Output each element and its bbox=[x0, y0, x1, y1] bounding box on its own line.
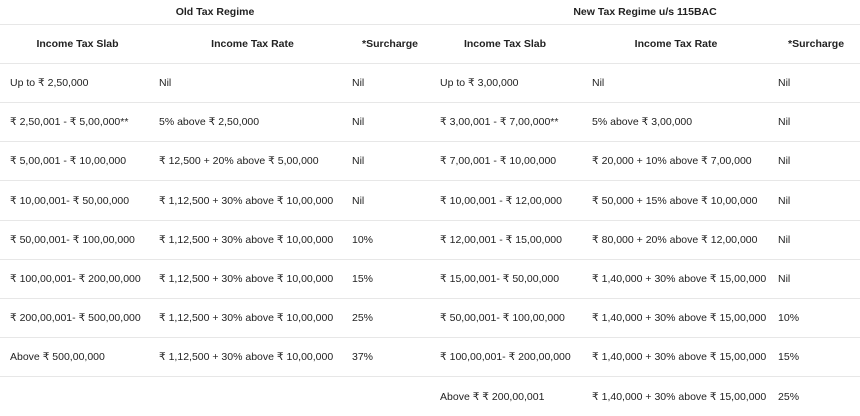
new-rate-cell: ₹ 1,40,000 + 30% above ₹ 15,00,000 bbox=[580, 377, 772, 416]
table-row bbox=[0, 377, 860, 416]
new-slab-cell: ₹ 3,00,001 - ₹ 7,00,000** bbox=[430, 103, 580, 142]
new-surcharge-cell: Nil bbox=[772, 142, 860, 181]
new-slab-cell: ₹ 7,00,001 - ₹ 10,00,000 bbox=[430, 142, 580, 181]
new-surcharge-header: *Surcharge bbox=[772, 25, 860, 64]
new-rate-cell: ₹ 20,000 + 10% above ₹ 7,00,000 bbox=[580, 142, 772, 181]
old-rate-cell: Nil bbox=[155, 64, 350, 103]
new-rate-cell: ₹ 80,000 + 20% above ₹ 12,00,000 bbox=[580, 220, 772, 259]
new-slab-header: Income Tax Slab bbox=[430, 25, 580, 64]
new-rate-cell: ₹ 1,40,000 + 30% above ₹ 15,00,000 bbox=[580, 338, 772, 377]
new-regime-title: New Tax Regime u/s 115BAC bbox=[573, 6, 717, 18]
old-surcharge-header: *Surcharge bbox=[350, 25, 430, 64]
old-slab-cell: ₹ 200,00,001- ₹ 500,00,000 bbox=[0, 298, 155, 337]
new-rate-cell: ₹ 50,000 + 15% above ₹ 10,00,000 bbox=[580, 181, 772, 220]
new-surcharge-cell: 10% bbox=[772, 298, 860, 337]
column-header-row bbox=[0, 25, 860, 64]
old-rate-cell: ₹ 12,500 + 20% above ₹ 5,00,000 bbox=[155, 142, 350, 181]
old-rate-cell: ₹ 1,12,500 + 30% above ₹ 10,00,000 bbox=[155, 338, 350, 377]
old-rate-cell: ₹ 1,12,500 + 30% above ₹ 10,00,000 bbox=[155, 259, 350, 298]
old-surcharge-cell bbox=[350, 377, 430, 416]
old-surcharge-cell: 37% bbox=[350, 338, 430, 377]
new-surcharge-cell: Nil bbox=[772, 103, 860, 142]
old-slab-cell: ₹ 50,00,001- ₹ 100,00,000 bbox=[0, 220, 155, 259]
old-rate-cell: ₹ 1,12,500 + 30% above ₹ 10,00,000 bbox=[155, 298, 350, 337]
old-rate-header: Income Tax Rate bbox=[155, 25, 350, 64]
new-surcharge-cell: Nil bbox=[772, 181, 860, 220]
old-slab-cell: Above ₹ 500,00,000 bbox=[0, 338, 155, 377]
old-rate-cell: 5% above ₹ 2,50,000 bbox=[155, 103, 350, 142]
new-rate-cell: ₹ 1,40,000 + 30% above ₹ 15,00,000 bbox=[580, 259, 772, 298]
table-row bbox=[0, 338, 860, 377]
old-regime-title: Old Tax Regime bbox=[175, 6, 255, 18]
new-surcharge-cell: Nil bbox=[772, 220, 860, 259]
table-row bbox=[0, 142, 860, 181]
old-surcharge-cell: Nil bbox=[350, 181, 430, 220]
old-surcharge-cell: 10% bbox=[350, 220, 430, 259]
new-rate-cell: ₹ 1,40,000 + 30% above ₹ 15,00,000 bbox=[580, 298, 772, 337]
new-slab-cell: ₹ 15,00,001- ₹ 50,00,000 bbox=[430, 259, 580, 298]
old-slab-header: Income Tax Slab bbox=[0, 25, 155, 64]
table-row bbox=[0, 220, 860, 259]
new-slab-cell: ₹ 10,00,001 - ₹ 12,00,000 bbox=[430, 181, 580, 220]
new-surcharge-cell: 25% bbox=[772, 377, 860, 416]
new-surcharge-cell: Nil bbox=[772, 64, 860, 103]
table-row bbox=[0, 298, 860, 337]
table-row bbox=[0, 181, 860, 220]
new-rate-cell: Nil bbox=[580, 64, 772, 103]
old-surcharge-cell: 25% bbox=[350, 298, 430, 337]
old-slab-cell: ₹ 100,00,001- ₹ 200,00,000 bbox=[0, 259, 155, 298]
table-row bbox=[0, 103, 860, 142]
old-slab-cell: ₹ 10,00,001- ₹ 50,00,000 bbox=[0, 181, 155, 220]
new-slab-cell: ₹ 12,00,001 - ₹ 15,00,000 bbox=[430, 220, 580, 259]
old-surcharge-cell: Nil bbox=[350, 64, 430, 103]
old-rate-cell: ₹ 1,12,500 + 30% above ₹ 10,00,000 bbox=[155, 181, 350, 220]
old-rate-cell: ₹ 1,12,500 + 30% above ₹ 10,00,000 bbox=[155, 220, 350, 259]
new-slab-cell: ₹ 100,00,001- ₹ 200,00,000 bbox=[430, 338, 580, 377]
new-surcharge-cell: 15% bbox=[772, 338, 860, 377]
new-rate-cell: 5% above ₹ 3,00,000 bbox=[580, 103, 772, 142]
new-surcharge-cell: Nil bbox=[772, 259, 860, 298]
new-slab-cell: Above ₹ ₹ 200,00,001 bbox=[430, 377, 580, 416]
table-row bbox=[0, 259, 860, 298]
old-slab-cell bbox=[0, 377, 155, 416]
old-rate-cell bbox=[155, 377, 350, 416]
old-surcharge-cell: Nil bbox=[350, 142, 430, 181]
new-rate-header: Income Tax Rate bbox=[580, 25, 772, 64]
old-slab-cell: ₹ 5,00,001 - ₹ 10,00,000 bbox=[0, 142, 155, 181]
old-surcharge-cell: 15% bbox=[350, 259, 430, 298]
old-surcharge-cell: Nil bbox=[350, 103, 430, 142]
regime-header-row bbox=[0, 0, 860, 25]
table-row bbox=[0, 64, 860, 103]
old-slab-cell: Up to ₹ 2,50,000 bbox=[0, 64, 155, 103]
old-slab-cell: ₹ 2,50,001 - ₹ 5,00,000** bbox=[0, 103, 155, 142]
new-slab-cell: Up to ₹ 3,00,000 bbox=[430, 64, 580, 103]
new-slab-cell: ₹ 50,00,001- ₹ 100,00,000 bbox=[430, 298, 580, 337]
